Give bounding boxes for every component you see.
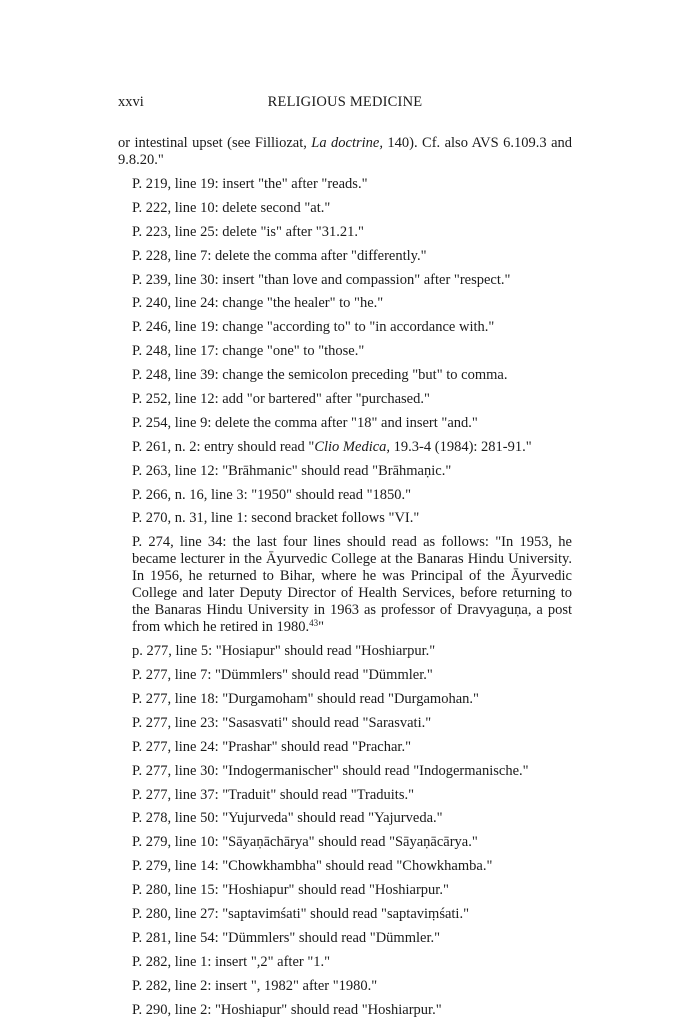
errata-body bbox=[118, 135, 572, 1026]
correction-item: P. 280, line 15: "Hoshiapur" should read "Hoshiarpur." bbox=[132, 882, 449, 899]
correction-item: P. 266, n. 16, line 3: "1950" should read "1850." bbox=[132, 486, 412, 503]
italic-journal-title: Clio Medica, bbox=[314, 438, 391, 455]
correction-item: P. 290, line 2: "Hoshiapur" should read "Hoshiarpur." bbox=[132, 1001, 442, 1018]
footnote-reference: 43 bbox=[309, 618, 319, 629]
correction-item: P. 246, line 19: change "according to" to "in accordance with." bbox=[132, 319, 495, 336]
correction-item: P. 219, line 19: insert "the" after "reads." bbox=[132, 176, 368, 192]
correction-item: P. 222, line 10: delete second "at." bbox=[132, 199, 331, 216]
page-header bbox=[118, 94, 572, 114]
corrections-list-b bbox=[118, 463, 572, 528]
correction-item: P. 240, line 24: change "the healer" to "he." bbox=[132, 295, 384, 312]
italic-title: La doctrine, bbox=[311, 135, 383, 151]
correction-item: P. 252, line 12: add "or bartered" after "purchased." bbox=[132, 391, 430, 408]
running-title: RELIGIOUS MEDICINE bbox=[267, 94, 423, 110]
correction-item: P. 281, line 54: "Dümmlers" should read "Dümmler." bbox=[132, 929, 441, 946]
correction-item: P. 282, line 2: insert ", 1982" after "1980." bbox=[132, 977, 378, 994]
corrections-list-c bbox=[118, 643, 572, 1018]
page-number: xxvi bbox=[118, 94, 144, 110]
corrections-list-a bbox=[118, 176, 572, 432]
correction-item: P. 254, line 9: delete the comma after "18" and insert "and." bbox=[132, 414, 478, 431]
correction-item: P. 228, line 7: delete the comma after "differently." bbox=[132, 247, 427, 264]
correction-item: P. 278, line 50: "Yujurveda" should read "Yajurveda." bbox=[132, 810, 443, 827]
correction-item: P. 277, line 7: "Dümmlers" should read "Dümmler." bbox=[132, 667, 433, 684]
correction-item: P. 277, line 24: "Prashar" should read "Prachar." bbox=[132, 738, 411, 755]
correction-item: P. 248, line 17: change "one" to "those." bbox=[132, 343, 365, 360]
correction-item: P. 279, line 14: "Chowkhambha" should read "Chowkhamba." bbox=[132, 858, 493, 875]
correction-item: P. 270, n. 31, line 1: second bracket follows "VI." bbox=[132, 510, 420, 527]
correction-item: P. 223, line 25: delete "is" after "31.21." bbox=[132, 223, 364, 240]
correction-item: P. 239, line 30: insert "than love and compassion" after "respect." bbox=[132, 271, 511, 288]
correction-item: P. 248, line 39: change the semicolon preceding "but" to comma. bbox=[132, 367, 508, 384]
correction-item: P. 277, line 23: "Sasasvati" should read "Sarasvati." bbox=[132, 714, 432, 731]
correction-item-long-paragraph: P. 274, line 34: the last four lines should read as follows: "In 1953, he became lecturer in the Āyurvedic College at the Banaras Hindu University. In 1956, he returned to Bihar, where he was Principal of the Āyurvedic College and later Deputy Director of Health Services, before returning to the Banaras Hindu University in 1963 as professor of Dravyaguṇa, a post from which he retired in 1980.43" bbox=[132, 534, 572, 636]
correction-item: P. 282, line 1: insert ",2" after "1." bbox=[132, 953, 331, 970]
correction-item: P. 280, line 27: "saptavimśati" should read "saptaviṃśati." bbox=[132, 906, 469, 923]
correction-item: p. 277, line 5: "Hosiapur" should read "Hoshiarpur." bbox=[132, 643, 436, 660]
correction-item: P. 277, line 18: "Durgamoham" should read "Durgamohan." bbox=[132, 691, 479, 708]
correction-item: P. 263, line 12: "Brāhmanic" should read "Brāhmaṇic." bbox=[132, 462, 452, 479]
correction-item: P. 279, line 10: "Sāyaṇāchārya" should read "Sāyaṇācārya." bbox=[132, 834, 478, 851]
correction-item-clio-medica: P. 261, n. 2: entry should read "Clio Medica, 19.3-4 (1984): 281-91." bbox=[132, 438, 532, 455]
continuation-paragraph: or intestinal upset (see Filliozat, La doctrine, 140). Cf. also AVS 6.109.3 and 9.8.20." bbox=[118, 135, 573, 168]
correction-item: P. 277, line 37: "Traduit" should read "Traduits." bbox=[132, 786, 415, 803]
correction-item: P. 277, line 30: "Indogermanischer" should read "Indogermanische." bbox=[132, 762, 529, 779]
